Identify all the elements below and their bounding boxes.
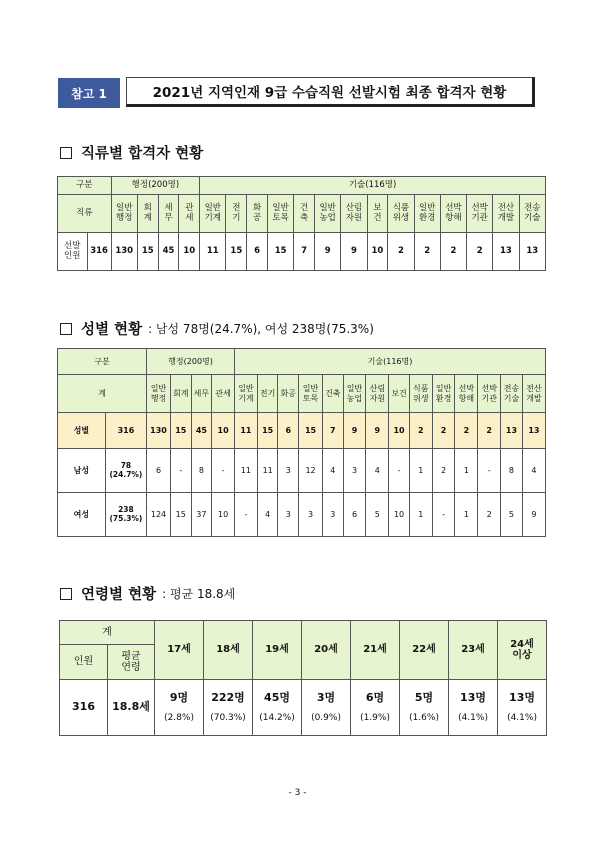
table2-cell: 2: [478, 413, 501, 449]
table2-col-header: 전기: [257, 375, 278, 413]
table1-cell: 2: [388, 233, 414, 271]
section1-title: 직류별 합격자 현황: [81, 146, 204, 162]
table2-col-header: 선박 항해: [455, 375, 478, 413]
table3-col-header: 24세 이상: [498, 621, 547, 680]
table3-inwon: 인원: [60, 645, 108, 680]
table3-col-header: 17세: [155, 621, 204, 680]
table1-cell: 15: [226, 233, 247, 271]
table1-jikryu: 직류: [58, 195, 112, 233]
table2-col-header: 화공: [278, 375, 299, 413]
table1-col-header: 전송 기술: [519, 195, 545, 233]
table2-cell: 130: [147, 413, 171, 449]
table1-col-header: 회 계: [137, 195, 158, 233]
section1-heading: [60, 142, 203, 163]
table2-row-label: 여성: [58, 493, 106, 537]
table3-count: 45명: [264, 691, 290, 704]
table2-row-label: 남성: [58, 449, 106, 493]
table2-cell: 1: [455, 493, 478, 537]
table3-percent: (0.9%): [311, 712, 341, 723]
table-by-job-series: [57, 176, 546, 271]
table3-cell: [400, 680, 449, 736]
table1-cell: 10: [367, 233, 388, 271]
table3-count: 13명: [460, 691, 486, 704]
table3-col-header: 21세: [351, 621, 400, 680]
table-by-gender: [57, 348, 546, 537]
table3-percent: (4.1%): [507, 712, 537, 723]
table2-cell: 4: [366, 449, 389, 493]
table2-cell: 8: [191, 449, 212, 493]
table2-cell: 6: [278, 413, 299, 449]
table3-percent: (1.6%): [409, 712, 439, 723]
section3-heading: [60, 583, 235, 604]
table2-cell: 8: [501, 449, 523, 493]
section2-heading: [60, 318, 374, 339]
table2-col-header: 세무: [191, 375, 212, 413]
table2-cell: 6: [343, 493, 366, 537]
table2-cell: -: [170, 449, 191, 493]
table1-cell: 130: [111, 233, 137, 271]
table2-cell: 9: [343, 413, 366, 449]
table3-cell: [498, 680, 547, 736]
table2-cell: 13: [501, 413, 523, 449]
table2-cell: 10: [212, 493, 235, 537]
table1-cell: 13: [493, 233, 519, 271]
table1-cell: 2: [440, 233, 466, 271]
table2-tech-group: 기술(116명): [235, 349, 546, 375]
checkbox-square-icon: [60, 588, 72, 600]
table2-cell: 4: [257, 493, 278, 537]
table2-cell: 11: [235, 449, 258, 493]
table3-cell: [449, 680, 498, 736]
table2-col-header: 전산 개발: [522, 375, 545, 413]
table2-col-header: 일반 행정: [147, 375, 171, 413]
table1-col-header: 세 무: [158, 195, 179, 233]
table2-cell: 124: [147, 493, 171, 537]
table1-col-header: 일반 환경: [414, 195, 440, 233]
table2-cell: 4: [322, 449, 343, 493]
table3-percent: (70.3%): [210, 712, 246, 723]
table3-avg: 18.8세: [108, 680, 155, 736]
table1-cell: 6: [247, 233, 268, 271]
table3-cell: [351, 680, 400, 736]
table1-row-label: 선발 인원: [58, 233, 88, 271]
table3-percent: (14.2%): [259, 712, 295, 723]
table1-cell: 9: [315, 233, 341, 271]
table2-row: [58, 449, 546, 493]
table1-cell: 11: [200, 233, 226, 271]
table2-cell: 15: [299, 413, 323, 449]
table2-cell: 9: [522, 493, 545, 537]
table1-cell: 13: [519, 233, 545, 271]
table2-cell: 4: [522, 449, 545, 493]
table2-cell: -: [432, 493, 455, 537]
table3-cell: [253, 680, 302, 736]
table2-admin-group: 행정(200명): [147, 349, 235, 375]
table2-col-header: 전송 기술: [501, 375, 523, 413]
table3-count: 9명: [169, 691, 189, 704]
reference-badge: 참고 1: [58, 78, 120, 108]
table1-col-header: 일반 토목: [268, 195, 294, 233]
table1-cell: 15: [137, 233, 158, 271]
table2-cell: 10: [389, 493, 410, 537]
table2-col-header: 회계: [170, 375, 191, 413]
table2-row-label: 성별: [58, 413, 106, 449]
table2-cell: 2: [409, 413, 432, 449]
table3-col-header: 18세: [204, 621, 253, 680]
table2-row-total: 78 (24.7%): [105, 449, 146, 493]
table1-col-header: 일반 농업: [315, 195, 341, 233]
checkbox-square-icon: [60, 323, 72, 335]
table2-cell: 37: [191, 493, 212, 537]
table2-cell: 3: [278, 493, 299, 537]
table1-col-header: 선박 항해: [440, 195, 466, 233]
table1-total: 316: [87, 233, 111, 271]
table1-col-header: 선박 기관: [467, 195, 493, 233]
table2-row-total: 238 (75.3%): [105, 493, 146, 537]
table1-tech-group: 기술(116명): [200, 177, 546, 195]
table3-col-header: 23세: [449, 621, 498, 680]
table1-cell: 7: [294, 233, 315, 271]
table2-cell: 11: [257, 449, 278, 493]
table2-cell: 1: [455, 449, 478, 493]
table2-cell: -: [212, 449, 235, 493]
table2-row: [58, 413, 546, 449]
table2-col-header: 일반 토목: [299, 375, 323, 413]
table3-total: 316: [60, 680, 108, 736]
section3-subtitle: : 평균 18.8세: [162, 587, 236, 601]
table2-cell: 10: [212, 413, 235, 449]
table1-cell: 2: [467, 233, 493, 271]
table1-col-header: 전 기: [226, 195, 247, 233]
table1-col-header: 화 공: [247, 195, 268, 233]
table2-cell: 15: [257, 413, 278, 449]
page-number: - 3 -: [288, 788, 307, 798]
table1-gubun: 구분: [58, 177, 112, 195]
table2-col-header: 보건: [389, 375, 410, 413]
table2-row-total: 316: [105, 413, 146, 449]
table2-cell: -: [389, 449, 410, 493]
table3-percent: (4.1%): [458, 712, 488, 723]
table1-cell: 10: [179, 233, 200, 271]
table2-cell: 3: [299, 493, 323, 537]
table3-count: 13명: [509, 691, 535, 704]
table2-cell: 2: [455, 413, 478, 449]
table3-count: 3명: [316, 691, 336, 704]
table2-cell: 2: [432, 449, 455, 493]
table2-gye: 계: [58, 375, 147, 413]
table3-count: 6명: [365, 691, 385, 704]
table2-col-header: 식품 위생: [409, 375, 432, 413]
table2-cell: 9: [366, 413, 389, 449]
table2-cell: -: [235, 493, 258, 537]
section3-title: 연령별 현황: [81, 587, 157, 603]
section2-subtitle: : 남성 78명(24.7%), 여성 238명(75.3%): [148, 322, 374, 336]
table2-cell: 45: [191, 413, 212, 449]
table2-cell: 11: [235, 413, 258, 449]
table1-col-header: 건 축: [294, 195, 315, 233]
table3-count: 222명: [211, 691, 245, 704]
table2-col-header: 일반 기계: [235, 375, 258, 413]
table2-cell: 6: [147, 449, 171, 493]
table1-cell: 9: [341, 233, 367, 271]
table1-col-header: 일반 기계: [200, 195, 226, 233]
table1-col-header: 관 세: [179, 195, 200, 233]
table2-cell: 12: [299, 449, 323, 493]
table3-cell: [155, 680, 204, 736]
table2-cell: 13: [522, 413, 545, 449]
table2-cell: 3: [322, 493, 343, 537]
table3-count: 5명: [414, 691, 434, 704]
table3-gye: 계: [60, 621, 155, 645]
table1-cell: 2: [414, 233, 440, 271]
table3-col-header: 20세: [302, 621, 351, 680]
table3-percent: (1.9%): [360, 712, 390, 723]
table2-cell: 15: [170, 493, 191, 537]
table2-cell: 15: [170, 413, 191, 449]
table3-cell: [204, 680, 253, 736]
table2-cell: 1: [409, 493, 432, 537]
table2-cell: 5: [501, 493, 523, 537]
table3-col-header: 19세: [253, 621, 302, 680]
table3-avg-label: 평균 연령: [108, 645, 155, 680]
table2-cell: 10: [389, 413, 410, 449]
table2-cell: 2: [478, 493, 501, 537]
document-title: 2021년 지역인재 9급 수습직원 선발시험 최종 합격자 현황: [126, 77, 535, 107]
table1-admin-group: 행정(200명): [111, 177, 200, 195]
table2-col-header: 일반 환경: [432, 375, 455, 413]
table2-cell: 1: [409, 449, 432, 493]
table1-cell: 15: [268, 233, 294, 271]
table2-cell: 3: [278, 449, 299, 493]
table3-percent: (2.8%): [164, 712, 194, 723]
table1-col-header: 산림 자원: [341, 195, 367, 233]
table2-col-header: 산림 자원: [366, 375, 389, 413]
checkbox-square-icon: [60, 147, 72, 159]
table2-cell: 5: [366, 493, 389, 537]
table2-col-header: 일반 농업: [343, 375, 366, 413]
table1-col-header: 전산 개발: [493, 195, 519, 233]
table1-col-header: 식품 위생: [388, 195, 414, 233]
table2-col-header: 선박 기관: [478, 375, 501, 413]
table2-cell: 2: [432, 413, 455, 449]
table1-col-header: 보 건: [367, 195, 388, 233]
table2-cell: -: [478, 449, 501, 493]
table1-cell: 45: [158, 233, 179, 271]
table2-row: [58, 493, 546, 537]
table-by-age: [59, 620, 547, 736]
table2-cell: 3: [343, 449, 366, 493]
table2-col-header: 건축: [322, 375, 343, 413]
table3-cell: [302, 680, 351, 736]
table3-col-header: 22세: [400, 621, 449, 680]
section2-title: 성별 현황: [81, 322, 143, 338]
table1-col-header: 일반 행정: [111, 195, 137, 233]
table2-cell: 7: [322, 413, 343, 449]
table2-gubun: 구분: [58, 349, 147, 375]
table2-col-header: 관세: [212, 375, 235, 413]
